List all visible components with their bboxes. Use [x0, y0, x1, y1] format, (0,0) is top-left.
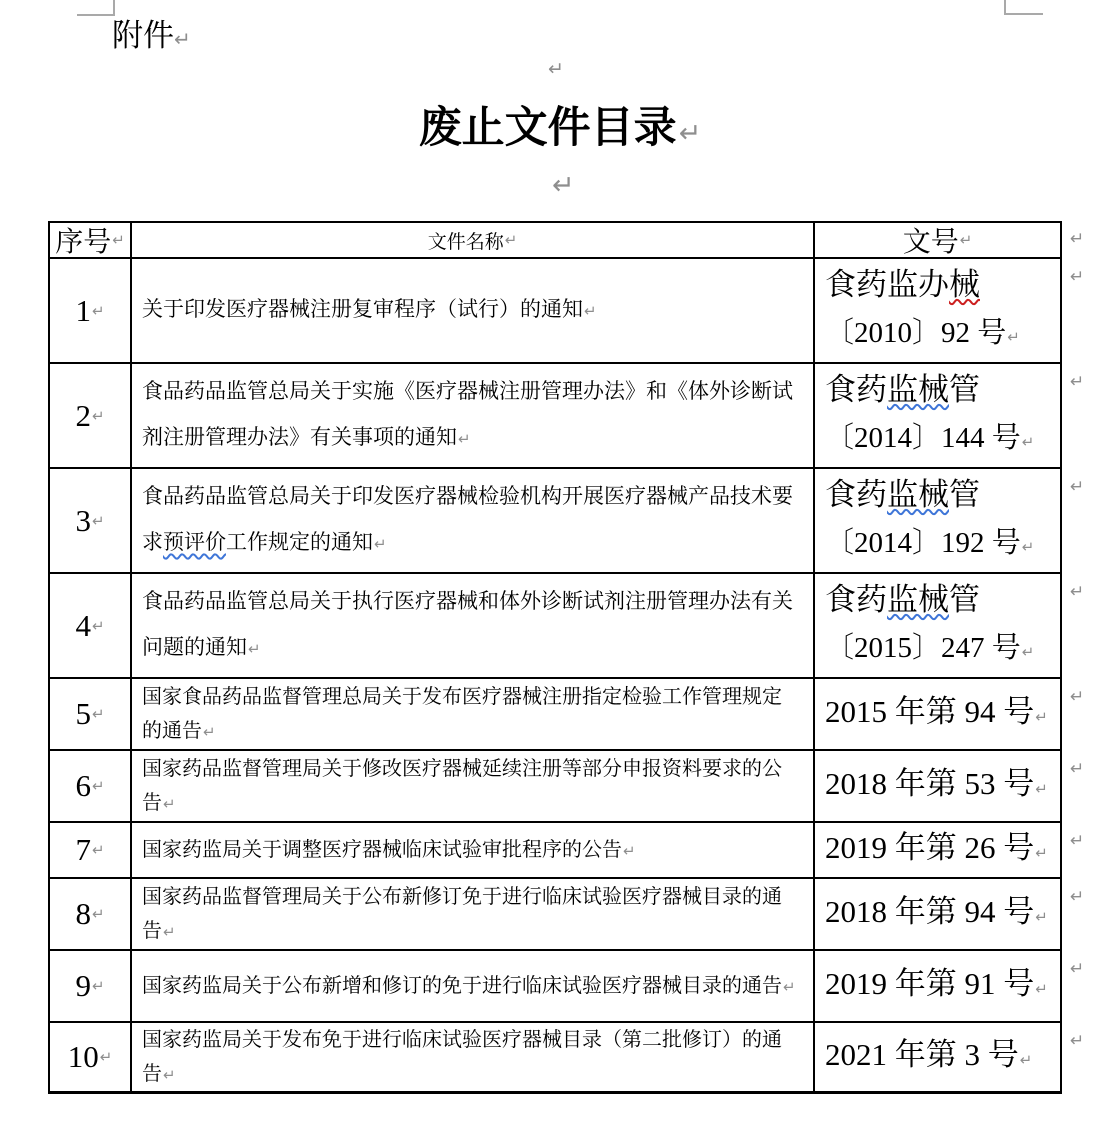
paragraph-mark: ↵ [91, 841, 105, 859]
text: 管 [949, 476, 980, 512]
paragraph-mark: ↵ [959, 231, 973, 249]
paragraph-mark: ↵ [1070, 831, 1085, 851]
text: 关于印发医疗器械注册复审程序（试行）的通知 [142, 298, 583, 321]
doc-number-line [825, 966, 1060, 1007]
doc-name-cell[interactable] [132, 951, 815, 1023]
paragraph-mark: ↵ [163, 922, 176, 941]
table-row [48, 823, 1084, 879]
paragraph-mark: ↵ [1070, 372, 1085, 392]
doc-number-cell[interactable] [815, 951, 1062, 1023]
text: 2018 年第 53 号 [825, 765, 1035, 801]
paragraph-mark: ↵ [1035, 907, 1048, 926]
doc-number-line [825, 309, 1060, 362]
paragraph-mark: ↵ [112, 231, 125, 249]
doc-number-line [825, 624, 1060, 677]
paragraph-mark: ↵ [1035, 843, 1048, 862]
doc-name-cell[interactable] [132, 879, 815, 951]
row-number-cell[interactable] [48, 751, 132, 823]
paragraph-mark: ↵ [91, 705, 105, 723]
row-number-cell[interactable] [48, 574, 132, 679]
paragraph-mark: ↵ [99, 1048, 113, 1066]
doc-number-line [825, 766, 1060, 807]
table-row [48, 751, 1084, 823]
flagged-text: 械 [949, 266, 980, 302]
doc-name [142, 474, 799, 567]
text: 2019 年第 26 号 [825, 829, 1035, 865]
doc-number-cell[interactable] [815, 364, 1062, 469]
doc-name-cell[interactable] [132, 574, 815, 679]
table-header-row [48, 221, 1084, 259]
row-number: 6 [75, 768, 91, 803]
doc-name-cell[interactable] [132, 679, 815, 751]
doc-name [142, 1023, 799, 1092]
text: 国家药品监督管理局关于修改医疗器械延续注册等部分申报资料要求的公告 [142, 757, 782, 814]
text: 管 [949, 371, 980, 407]
document-title-line[interactable] [0, 94, 1120, 155]
paragraph-mark: ↵ [1021, 432, 1035, 451]
text: 〔2010〕92 号 [825, 316, 1007, 349]
paragraph-mark: ↵ [1070, 759, 1085, 779]
paragraph-mark: ↵ [248, 640, 261, 658]
paragraph-mark: ↵ [623, 841, 636, 860]
paragraph-mark: ↵ [1070, 887, 1085, 907]
doc-number-cell[interactable] [815, 679, 1062, 751]
paragraph-mark: ↵ [1021, 642, 1035, 661]
text: 工作规定的通知 [226, 531, 373, 554]
row-number: 2 [75, 397, 91, 433]
row-number-cell[interactable] [48, 259, 132, 364]
text: 国家药品监督管理局关于公布新修订免于进行临床试验医疗器械目录的通告 [142, 885, 782, 942]
row-number: 3 [75, 502, 91, 538]
abolished-documents-table [48, 221, 1084, 1094]
doc-number-cell[interactable] [815, 751, 1062, 823]
header-label: 文件名称 [427, 231, 504, 253]
flagged-text: 监械 [887, 581, 949, 617]
paragraph-mark: ↵ [1035, 979, 1048, 998]
paragraph-mark: ↵ [1007, 327, 1020, 346]
paragraph-mark: ↵ [504, 231, 518, 249]
doc-number-line [825, 894, 1060, 935]
doc-name [142, 969, 796, 1004]
text: 食药监办 [825, 266, 949, 302]
paragraph-mark: ↵ [783, 977, 796, 996]
paragraph-mark: ↵ [91, 301, 105, 320]
text: 国家药监局关于发布免于进行临床试验医疗器械目录（第二批修订）的通告 [142, 1028, 782, 1085]
text: 〔2014〕192 号 [825, 526, 1021, 559]
header-label: 文号 [902, 226, 959, 257]
table-row [48, 951, 1084, 1023]
doc-number-cell[interactable] [815, 1023, 1062, 1094]
paragraph-mark: ↵ [548, 58, 564, 80]
paragraph-mark: ↵ [91, 406, 105, 425]
doc-number-line [825, 365, 1060, 414]
doc-number-line [825, 830, 1060, 871]
paragraph-mark: ↵ [678, 118, 702, 149]
text: 2019 年第 91 号 [825, 965, 1035, 1001]
text: 2015 年第 94 号 [825, 693, 1035, 729]
doc-name [142, 287, 597, 334]
header-label: 序号 [55, 226, 112, 257]
doc-name [142, 369, 799, 462]
row-number-cell[interactable] [48, 823, 132, 879]
row-number: 8 [75, 896, 91, 931]
doc-name-cell[interactable] [132, 469, 815, 574]
paragraph-mark: ↵ [1035, 779, 1048, 798]
paragraph-mark: ↵ [91, 977, 105, 995]
paragraph-mark: ↵ [1070, 229, 1085, 249]
row-number: 10 [67, 1039, 99, 1074]
text: 食品药品监管总局关于执行医疗器械和体外诊断试剂注册管理办法有关问题的通知 [142, 590, 793, 659]
doc-number-line [825, 414, 1060, 467]
doc-number-line [825, 519, 1060, 572]
table-row [48, 1023, 1084, 1094]
header-cell-no[interactable] [48, 221, 132, 259]
doc-number-cell[interactable] [815, 574, 1062, 679]
doc-name [142, 579, 799, 672]
paragraph-mark: ↵ [458, 430, 471, 448]
paragraph-mark: ↵ [163, 794, 176, 813]
row-number-cell[interactable] [48, 469, 132, 574]
doc-name-cell[interactable] [132, 1023, 815, 1094]
doc-name [142, 880, 799, 949]
paragraph-mark: ↵ [1021, 537, 1035, 556]
flagged-text: 监械 [887, 371, 949, 407]
text: 食药 [825, 371, 887, 407]
paragraph-mark: ↵ [1070, 687, 1085, 707]
text: 国家药监局关于公布新增和修订的免于进行临床试验医疗器械目录的通告 [142, 974, 782, 997]
table-row [48, 574, 1084, 679]
doc-name [142, 752, 799, 821]
table-row [48, 364, 1084, 469]
text: 食品药品监管总局关于印发医疗器械检验机构开展医疗器械产品技术要求 [142, 485, 793, 554]
flagged-text: 监械 [887, 476, 949, 512]
row-number-cell[interactable] [48, 364, 132, 469]
row-number-cell[interactable] [48, 879, 132, 951]
row-number: 7 [75, 832, 91, 867]
paragraph-mark: ↵ [91, 777, 105, 795]
paragraph-mark: ↵ [374, 535, 387, 553]
doc-number-cell[interactable] [815, 259, 1062, 364]
doc-number-cell[interactable] [815, 823, 1062, 879]
row-number: 9 [75, 968, 91, 1003]
doc-name-cell[interactable] [132, 823, 815, 879]
paragraph-mark: ↵ [91, 616, 105, 635]
doc-name-cell[interactable] [132, 259, 815, 364]
paragraph-mark: ↵ [1070, 1031, 1085, 1051]
paragraph-mark: ↵ [584, 302, 597, 320]
doc-name-cell[interactable] [132, 751, 815, 823]
row-number: 4 [75, 607, 91, 643]
row-number-cell[interactable] [48, 1023, 132, 1094]
text: 〔2015〕247 号 [825, 631, 1021, 664]
doc-number-line [825, 1037, 1060, 1078]
margin-corner-mark-top-right [1004, 0, 1043, 15]
doc-number-line [825, 260, 1060, 309]
doc-number-cell[interactable] [815, 879, 1062, 951]
text: 2021 年第 3 号 [825, 1036, 1019, 1072]
table-row [48, 469, 1084, 574]
table-row [48, 259, 1084, 364]
text: 食药 [825, 581, 887, 617]
row-number-cell[interactable] [48, 679, 132, 751]
paragraph-mark: ↵ [91, 905, 105, 923]
text: 管 [949, 581, 980, 617]
doc-name [142, 833, 636, 868]
header-cell-name[interactable] [132, 221, 815, 259]
paragraph-mark: ↵ [1070, 267, 1085, 287]
paragraph-mark: ↵ [1019, 1050, 1033, 1069]
paragraph-mark: ↵ [1070, 582, 1085, 602]
doc-name [142, 680, 799, 749]
row-number: 1 [75, 292, 91, 328]
table-row [48, 679, 1084, 751]
paragraph-mark: ↵ [163, 1065, 176, 1084]
paragraph-mark: ↵ [1070, 477, 1085, 497]
doc-number-line [825, 694, 1060, 735]
text: 〔2014〕144 号 [825, 421, 1021, 454]
paragraph-mark: ↵ [203, 722, 216, 741]
text: 国家食品药品监督管理总局关于发布医疗器械注册指定检验工作管理规定的通告 [142, 685, 782, 742]
table-row [48, 879, 1084, 951]
header-cell-docno[interactable] [815, 221, 1062, 259]
margin-corner-mark-top-left [77, 0, 115, 16]
paragraph-mark: ↵ [552, 170, 575, 201]
text: 食品药品监管总局关于实施《医疗器械注册管理办法》和《体外诊断试剂注册管理办法》有关事项的通知 [142, 380, 793, 449]
text: 2018 年第 94 号 [825, 893, 1035, 929]
paragraph-mark: ↵ [91, 511, 105, 530]
paragraph-mark: ↵ [1070, 959, 1085, 979]
text: 国家药监局关于调整医疗器械临床试验审批程序的公告 [142, 838, 622, 861]
doc-name-cell[interactable] [132, 364, 815, 469]
attachment-line[interactable] [112, 10, 191, 55]
page-title: 废止文件目录 [418, 104, 677, 152]
row-number: 5 [75, 696, 91, 731]
text: 食药 [825, 476, 887, 512]
paragraph-mark: ↵ [174, 27, 191, 51]
flagged-text: 预评价 [163, 531, 226, 554]
attachment-label: 附件 [112, 18, 174, 53]
doc-number-line [825, 470, 1060, 519]
doc-number-line [825, 575, 1060, 624]
paragraph-mark: ↵ [1035, 707, 1048, 726]
doc-number-cell[interactable] [815, 469, 1062, 574]
row-number-cell[interactable] [48, 951, 132, 1023]
